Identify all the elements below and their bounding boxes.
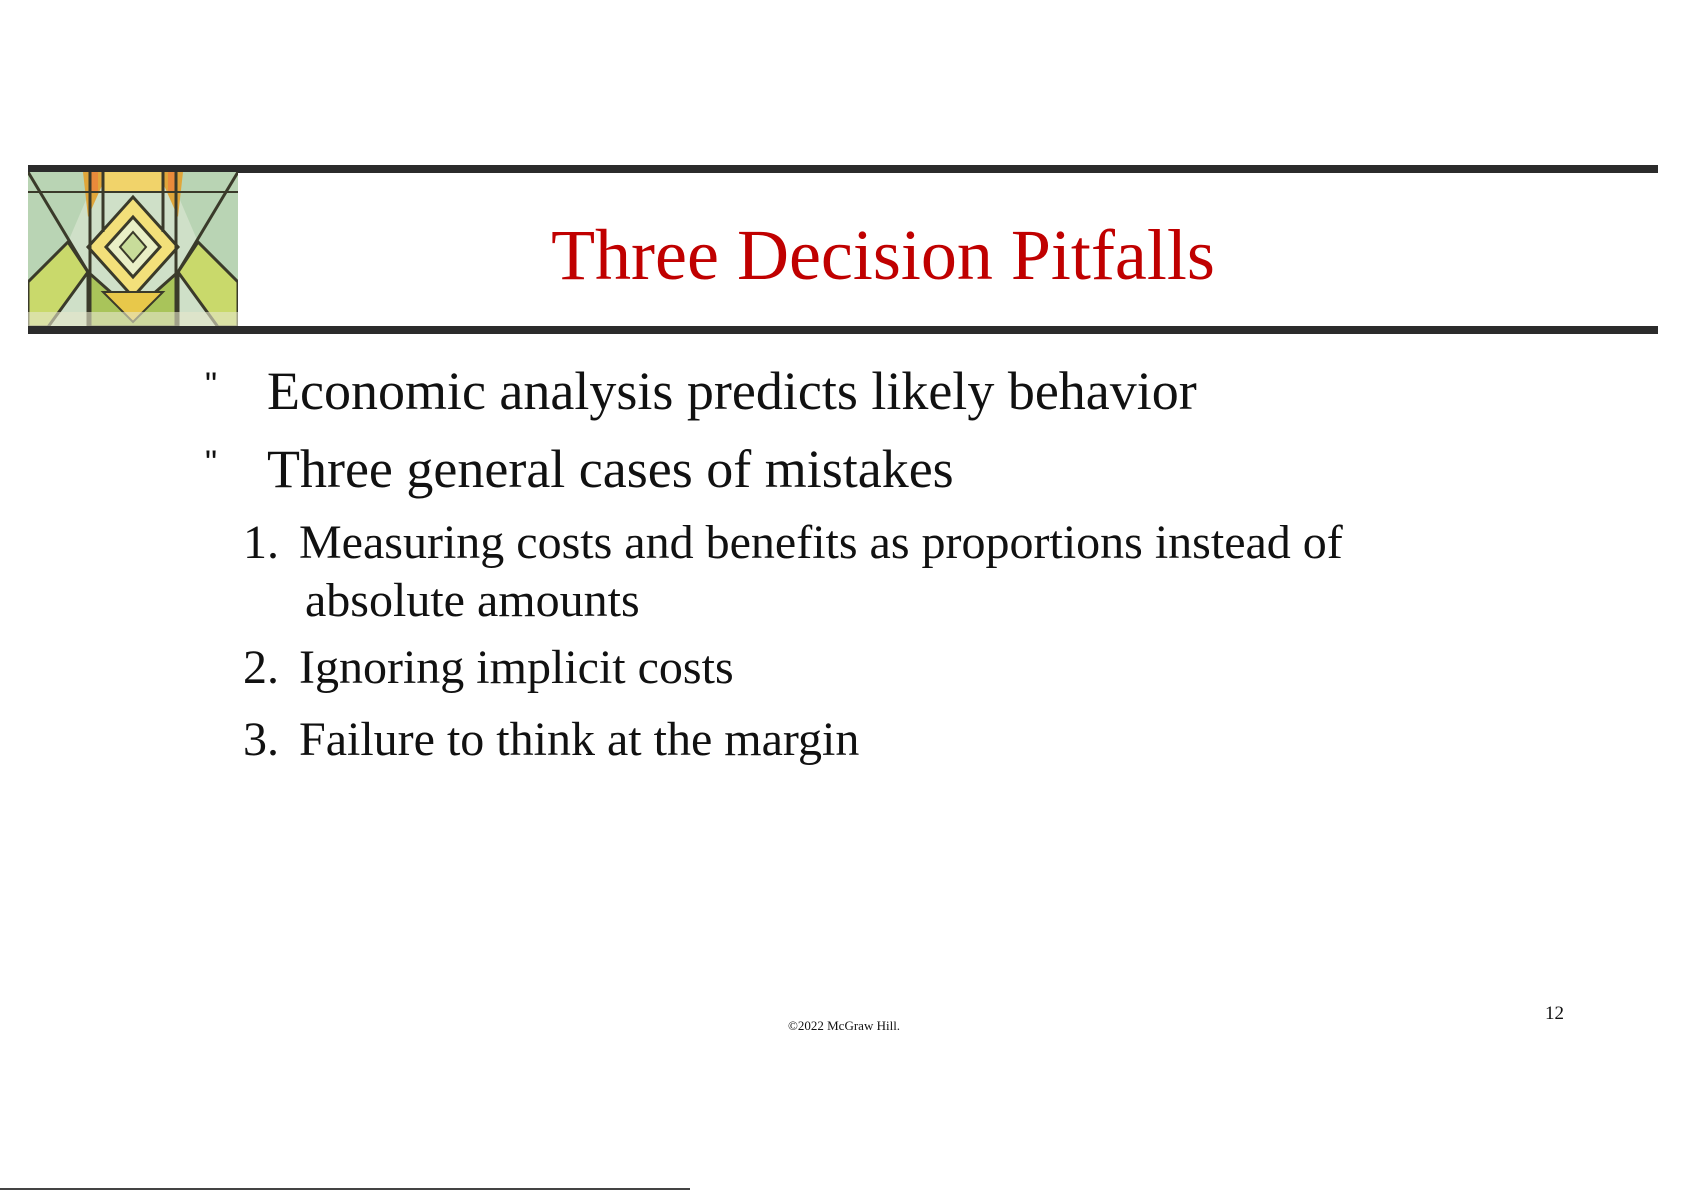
item-text: Failure to think at the margin bbox=[299, 713, 860, 766]
item-text: Ignoring implicit costs bbox=[299, 641, 734, 694]
page-number: 12 bbox=[1545, 1003, 1564, 1024]
item-number: 1. bbox=[243, 516, 279, 569]
item-number: 2. bbox=[243, 641, 279, 694]
bullet-text: Three general cases of mistakes bbox=[267, 439, 954, 499]
header-top-rule bbox=[28, 165, 1658, 173]
header-bottom-rule bbox=[28, 326, 1658, 334]
bullet-text: Economic analysis predicts likely behavior bbox=[267, 361, 1197, 421]
item-text-continued: absolute amounts bbox=[305, 574, 640, 627]
item-text: Measuring costs and benefits as proportions instead of bbox=[299, 516, 1343, 569]
copyright-notice: ©2022 McGraw Hill. bbox=[788, 1018, 901, 1033]
stained-glass-image bbox=[28, 172, 238, 327]
slide-title: Three Decision Pitfalls bbox=[551, 214, 1215, 295]
footer-divider bbox=[0, 1188, 690, 1190]
bullet-marker: " bbox=[205, 444, 218, 482]
item-number: 3. bbox=[243, 713, 279, 766]
bullet-marker: " bbox=[205, 366, 218, 404]
